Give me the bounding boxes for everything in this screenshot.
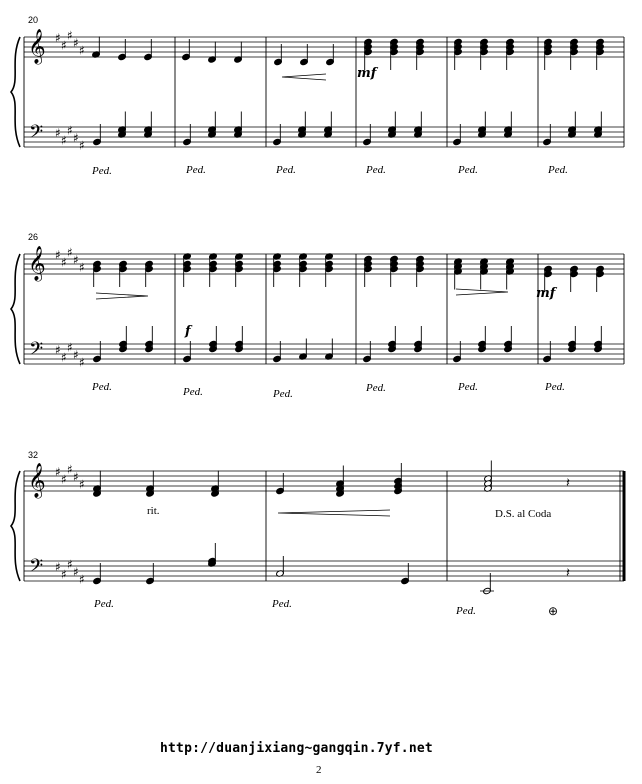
key-signature-sharp-icon: ♯ <box>61 255 67 270</box>
treble-clef-icon: 𝄞 <box>28 463 46 498</box>
decrescendo-hairpin <box>96 293 148 299</box>
pedal-mark: Ped. <box>456 605 476 617</box>
key-signature-sharp-icon: ♯ <box>73 565 79 579</box>
quarter-rest-icon: 𝄽 <box>566 476 570 491</box>
key-signature-sharp-icon: ♯ <box>61 472 67 487</box>
treble-clef-icon: 𝄞 <box>28 246 46 281</box>
pedal-mark: Ped. <box>92 381 112 393</box>
pedal-mark: Ped. <box>548 164 568 176</box>
brace <box>11 471 20 581</box>
key-signature-sharp-icon: ♯ <box>61 38 67 53</box>
key-signature-sharp-icon: ♯ <box>67 245 73 260</box>
pedal-mark: Ped. <box>545 381 565 393</box>
key-signature-sharp-icon: ♯ <box>61 567 67 582</box>
key-signature-sharp-icon: ♯ <box>55 465 61 479</box>
key-signature-sharp-icon: ♯ <box>73 348 79 362</box>
coda-icon: ⊕ <box>548 604 559 618</box>
pedal-mark: Ped. <box>272 598 292 610</box>
dynamic-mf-system-2: mf <box>536 286 556 301</box>
measure-number-system-2: 26 <box>28 232 39 242</box>
pedal-mark: Ped. <box>186 164 206 176</box>
decrescendo-hairpin <box>456 289 508 295</box>
dynamic-f-system-2: f <box>185 324 191 339</box>
key-signature-sharp-icon: ♯ <box>55 126 61 140</box>
dynamic-mf-system-1: mf <box>357 66 377 81</box>
pedal-mark: Ped. <box>366 164 386 176</box>
key-signature-sharp-icon: ♯ <box>79 260 85 275</box>
key-signature-sharp-icon: ♯ <box>67 462 73 477</box>
pedal-mark: Ped. <box>92 165 112 177</box>
pedal-mark: Ped. <box>183 386 203 398</box>
key-signature-sharp-icon: ♯ <box>79 355 85 370</box>
footer-url: http://duanjixiang~gangqin.7yf.net <box>160 741 433 756</box>
page-number: 2 <box>316 764 322 776</box>
ritardando-mark: rit. <box>147 505 160 517</box>
measure-number-system-3: 32 <box>28 450 39 460</box>
pedal-mark: Ped. <box>458 164 478 176</box>
pedal-mark: Ped. <box>366 382 386 394</box>
pedal-mark: Ped. <box>458 381 478 393</box>
key-signature-sharp-icon: ♯ <box>73 131 79 145</box>
key-signature-sharp-icon: ♯ <box>79 477 85 492</box>
treble-clef-icon: 𝄞 <box>28 29 46 64</box>
brace <box>11 254 20 364</box>
crescendo-hairpin <box>282 74 326 80</box>
measure-number-system-1: 20 <box>28 15 39 25</box>
bass-clef-icon: 𝄢 <box>29 556 44 581</box>
key-signature-sharp-icon: ♯ <box>61 350 67 365</box>
key-signature-sharp-icon: ♯ <box>67 340 73 355</box>
pedal-mark: Ped. <box>94 598 114 610</box>
key-signature-sharp-icon: ♯ <box>79 138 85 153</box>
key-signature-sharp-icon: ♯ <box>55 343 61 357</box>
key-signature-sharp-icon: ♯ <box>55 248 61 262</box>
bass-clef-icon: 𝄢 <box>29 339 44 364</box>
key-signature-sharp-icon: ♯ <box>79 43 85 58</box>
pedal-mark: Ped. <box>273 388 293 400</box>
pedal-mark: Ped. <box>276 164 296 176</box>
ds-al-coda-mark: D.S. al Coda <box>495 508 552 520</box>
key-signature-sharp-icon: ♯ <box>73 253 79 267</box>
brace <box>11 37 20 147</box>
key-signature-sharp-icon: ♯ <box>55 560 61 574</box>
key-signature-sharp-icon: ♯ <box>67 557 73 572</box>
key-signature-sharp-icon: ♯ <box>55 31 61 45</box>
key-signature-sharp-icon: ♯ <box>67 28 73 43</box>
key-signature-sharp-icon: ♯ <box>79 572 85 587</box>
key-signature-sharp-icon: ♯ <box>73 36 79 50</box>
bass-clef-icon: 𝄢 <box>29 122 44 147</box>
key-signature-sharp-icon: ♯ <box>73 470 79 484</box>
key-signature-sharp-icon: ♯ <box>61 133 67 148</box>
quarter-rest-icon: 𝄽 <box>566 566 570 581</box>
crescendo-hairpin <box>278 510 390 516</box>
key-signature-sharp-icon: ♯ <box>67 123 73 138</box>
